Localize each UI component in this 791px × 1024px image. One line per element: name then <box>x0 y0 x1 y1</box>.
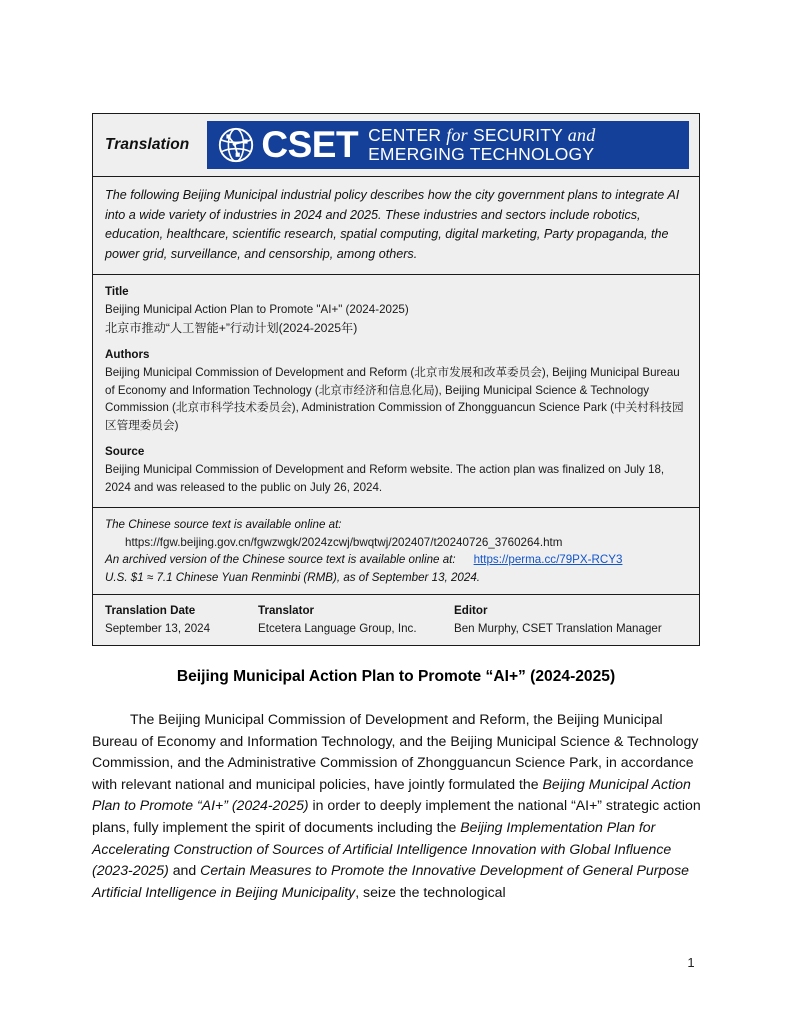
cset-tagline <box>368 126 595 164</box>
field-title-label: Title <box>105 285 129 298</box>
field-authors <box>105 346 687 434</box>
field-source-value: Beijing Municipal Commission of Development and Reform website. The action plan was finalized on July 18, 2024 and was released to the public on July 26, 2024. <box>105 463 665 494</box>
source-url-intro: The Chinese source text is available online at: <box>105 518 342 531</box>
metadata-block <box>93 275 699 508</box>
credit-date-value: September 13, 2024 <box>105 621 211 635</box>
para1-part3: and <box>168 862 201 879</box>
links-block <box>93 508 699 595</box>
cset-tagline-line2: EMERGING TECHNOLOGY <box>368 144 595 164</box>
archive-line <box>105 551 687 569</box>
source-url: https://fgw.beijing.gov.cn/fgwzwgk/2024zcwj/bwqtwj/202407/t20240726_3760264.htm <box>125 535 563 549</box>
field-title-value-en: Beijing Municipal Action Plan to Promote "AI+" (2024-2025) <box>105 303 409 316</box>
field-title-value-cn: 北京市推动“人工智能+”行动计划(2024-2025年) <box>105 320 358 335</box>
tagline-and: and <box>567 125 596 145</box>
brand-row <box>93 114 699 177</box>
exchange-rate-note: U.S. $1 ≈ 7.1 Chinese Yuan Renminbi (RMB), as of September 13, 2024. <box>105 570 480 584</box>
para1-part4: , seize the technological <box>355 883 506 900</box>
para1-part2: in order to deeply implement the national “AI+” strategic action plans, fully implement the spirit of documents including the <box>92 797 701 835</box>
field-source-label: Source <box>105 445 145 458</box>
archive-url-link[interactable]: https://perma.cc/79PX-RCY3 <box>473 553 623 567</box>
tagline-security: SECURITY <box>472 125 563 145</box>
para1-part1: The Beijing Municipal Commission of Development and Reform, the Beijing Municipal Bureau of Economy and Information Technology, and the Beijing Municipal Science & Technology Commission, and the Administrative Commission of Zhongguancun Science Park, in accordance with relevant national and municipal policies, have jointly formulated the <box>92 711 699 792</box>
page-number: 1 <box>687 955 695 970</box>
tagline-center: CENTER <box>368 125 442 145</box>
para1-italic2: Beijing Implementation Plan for Accelerating Construction of Sources of Artificial Intelligence Innovation with Global Influence (2023-2025) <box>92 818 672 879</box>
field-authors-value: Beijing Municipal Commission of Development and Reform (北京市发展和改革委员会), Beijing Municipal Bureau of Economy and Information Technology (北京市经济和信息化局), Beijing Municipal Science & Technology Commission (北京市科学技术委员会), Administration Commission of Zhongguancun Science Park (中关村科技园区管理委员会) <box>105 366 684 432</box>
credit-editor-value: Ben Murphy, CSET Translation Manager <box>454 621 662 635</box>
para1-italic1: Beijing Municipal Action Plan to Promote “AI+” (2024-2025) <box>92 775 691 814</box>
tagline-for: for <box>446 125 468 145</box>
paragraph-1 <box>92 709 702 903</box>
credits-row <box>93 595 699 645</box>
cset-wordmark: CSET <box>261 124 359 165</box>
para1-italic3: Certain Measures to Promote the Innovative Development of General Purpose Artificial Intelligence in Beijing Municipality <box>92 862 689 900</box>
credit-translation-date <box>105 602 258 637</box>
credit-editor <box>454 602 687 637</box>
translation-label: Translation <box>105 136 190 153</box>
credit-editor-label: Editor <box>454 604 488 618</box>
archive-url-intro: An archived version of the Chinese source text is available online at: <box>105 553 456 567</box>
cset-tagline-line1 <box>368 126 595 145</box>
credit-translator-label: Translator <box>258 604 315 618</box>
field-source <box>105 443 687 496</box>
globe-icon <box>215 124 257 166</box>
credit-date-label: Translation Date <box>105 604 196 618</box>
field-authors-label: Authors <box>105 348 150 361</box>
field-title <box>105 283 687 337</box>
translation-info-table <box>92 113 700 646</box>
credit-translator-value: Etcetera Language Group, Inc. <box>258 621 417 635</box>
abstract-text: The following Beijing Municipal industrial policy describes how the city government plans to integrate AI into a wide variety of industries in 2024 and 2025. These industries and sectors include robotics, education, healthcare, scientific research, spatial computing, digital marketing, Party propaganda, the power grid, surveillance, and censorship, among others. <box>93 177 699 275</box>
body-text <box>92 709 702 903</box>
credit-translator <box>258 602 454 637</box>
page-title: Beijing Municipal Action Plan to Promote “AI+” (2024-2025) <box>176 668 616 685</box>
cset-logo <box>207 121 689 169</box>
